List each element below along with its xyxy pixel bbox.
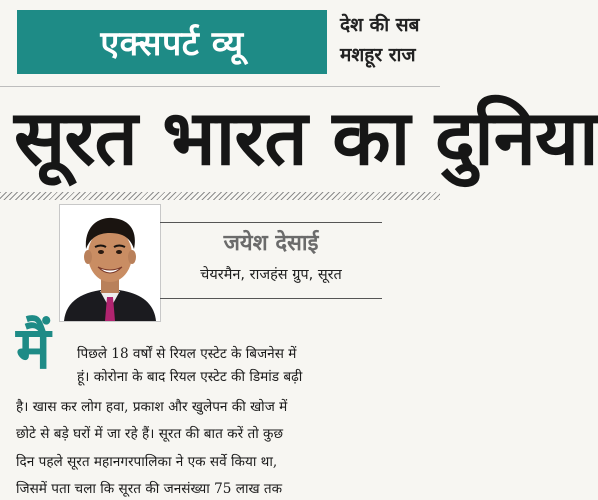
article-line: हूं। कोरोना के बाद रियल एस्टेट की डिमांड बढ़ी	[77, 369, 303, 385]
teaser-line-1: देश की सब	[340, 14, 420, 36]
header-divider	[0, 86, 440, 87]
section-banner	[17, 10, 327, 74]
drop-cap: मैं	[16, 314, 51, 382]
byline-rule-bottom	[160, 298, 382, 299]
section-banner-label: एक्सपर्ट व्यू	[100, 24, 244, 64]
author-name: जयेश देसाई	[223, 231, 319, 256]
author-title: चेयरमैन, राजहंस ग्रुप, सूरत	[200, 267, 342, 283]
article-headline: सूरत भारत का दुनिया	[14, 93, 598, 182]
article-line: पिछले 18 वर्षों से रियल एस्टेट के बिजनेस में	[77, 346, 297, 362]
author-portrait-image	[60, 205, 160, 321]
author-photo	[59, 204, 161, 322]
adjacent-article-teaser	[340, 10, 440, 70]
article-line: है। खास कर लोग हवा, प्रकाश और खुलेपन की खोज में	[16, 399, 288, 415]
byline-rule-top	[160, 222, 382, 223]
teaser-line-2: मशहूर राज	[340, 44, 416, 66]
article-line: छोटे से बड़े घरों में जा रहे हैं। सूरत की बात करें तो कुछ	[16, 426, 284, 442]
hatched-divider	[0, 192, 440, 200]
article-line: जिसमें पता चला कि सूरत की जनसंख्या 75 लाख तक	[16, 481, 283, 497]
article-line: दिन पहले सूरत महानगरपालिका ने एक सर्वे किया था,	[16, 454, 278, 470]
